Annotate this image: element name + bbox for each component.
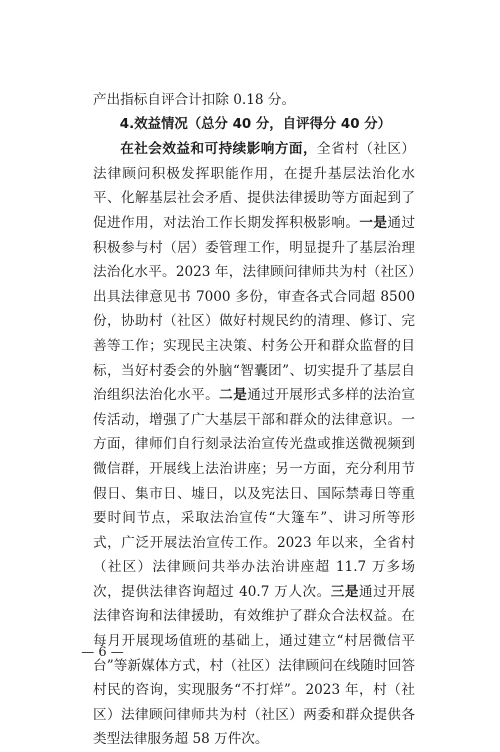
paragraph-sentence-4: 通过开展法律咨询和法律援助，有效维护了群众合法权益。在每月开展现场值班的基础上，通过建立“村居微信平台”等新媒体方式，村（社区）法律顾问在线随时回答村民的咨询，实现服务“不打烊”。2023 年，村（社区）法律顾问律师共为村（社区）两委和群众提供各类型法律服务超 58 万件次。 — [93, 583, 416, 748]
paragraph-sentence-1: 全省村（社区）法律顾问积极发挥职能作用，在提升基层法治化水平、化解基层社会矛盾、提供法律援助等方面起到了促进作用，对法治工作长期发挥积极影响。 — [93, 141, 416, 231]
point-two-label: 二是 — [219, 387, 248, 404]
point-one-label: 一是 — [359, 214, 388, 231]
paragraph-lead: 在社会效益和可持续影响方面， — [120, 141, 318, 158]
section-heading: 4.效益情况（总分 40 分，自评得分 40 分） — [119, 116, 391, 132]
paragraph-sentence-3: 通过开展形式多样的法治宣传活动，增强了广大基层干部和群众的法律意识。一方面，律师们自行刻录法治宣传光盘或推送微视频到微信群，开展线上法治讲座；另一方面，充分利用节假日、集市日、墟日，以及宪法日、国际禁毒日等重要时间节点，采取法治宣传“大篷车”、讲习所等形式，广泛开展法治宣传工作。2023 年以来，全省村（社区）法律顾问共举办法治讲座超 11.7 万多场次，提供法律咨询超过 40.7 万人次。 — [93, 387, 416, 600]
page-number: — 6 — — [81, 645, 124, 660]
paragraph-sentence-2: 通过积极参与村（居）委管理工作，明显提升了基层治理法治化水平。2023 年，法律顾问律师共为村（社区）出具法律意见书 7000 多份，审查各式合同超 8500 份，协助村（社区）做好村规民约的清理、修订、完善等工作；实现民主决策、村务公开和群众监督的目标，当好村委会的外脑“智囊团”、切实提升了基层自治组织法治化水平。 — [93, 214, 416, 404]
point-three-label: 三是 — [330, 583, 360, 600]
opening-line: 产出指标自评合计扣除 0.18 分。 — [93, 92, 296, 108]
